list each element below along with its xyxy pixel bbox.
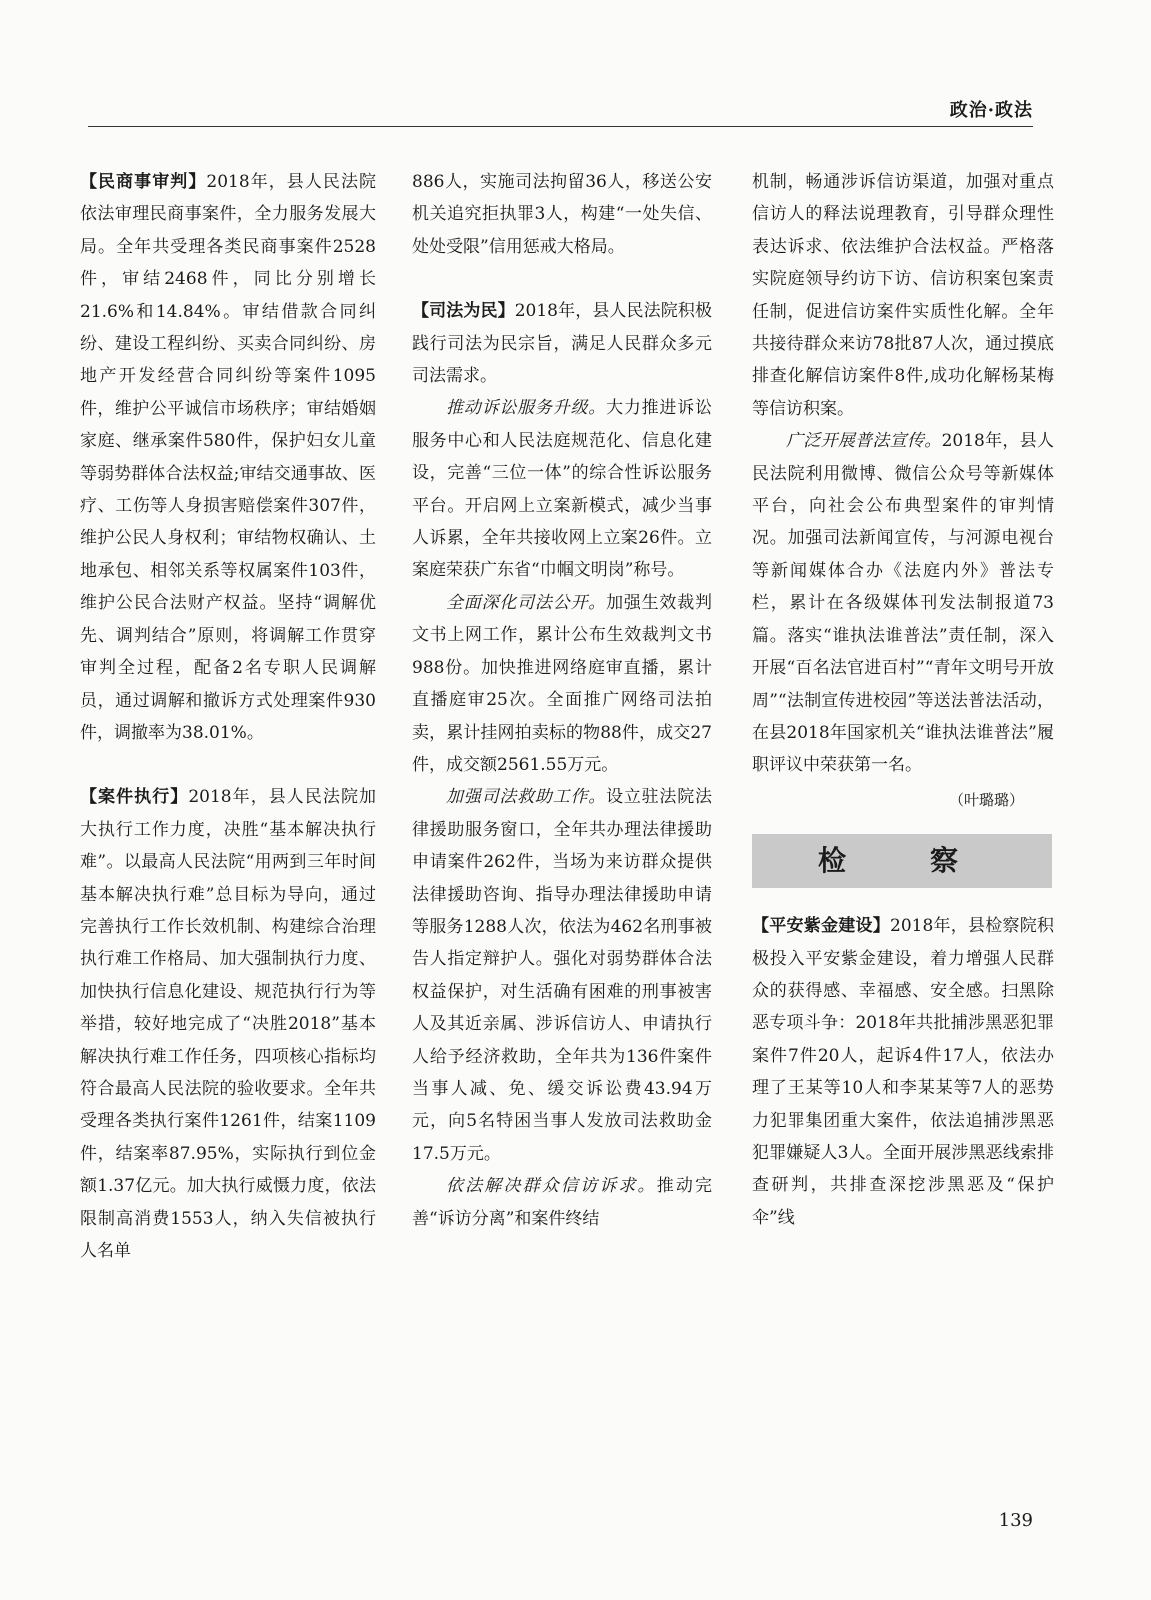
paragraph-safe-zijin: [752, 910, 1054, 1234]
paragraph-continued: 886人，实施司法拘留36人，移送公安机关追究拒执罪3人，构建“一处失信、处处受限”信用惩戒大格局。: [412, 172, 712, 257]
subheading-litigation-service: 推动诉讼服务升级。: [446, 398, 607, 419]
column-2: [412, 166, 712, 1235]
column-1: [80, 166, 376, 1267]
subheading-judicial-openness: 全面深化司法公开。: [446, 592, 607, 613]
running-header: 政治·政法: [949, 100, 1033, 121]
page-number: 139: [998, 1510, 1033, 1531]
text-civil-trial: 2018年，县人民法院依法审理民商事案件，全力服务发展大局。全年共受理各类民商事案件2528件，审结2468件，同比分别增长21.6%和14.84%。审结借款合同纠纷、建设工程纠纷、买卖合同纠纷、房地产开发经营合同纠纷等案件1095件，维护公平诚信市场秩序；审结婚姻家庭、继承案件580件，保护妇女儿童等弱势群体合法权益;审结交通事故、医疗、工伤等人身损害赔偿案件307件，维护公民人身权利；审结物权确认、土地承包、相邻关系等权属案件103件，维护公民合法财产权益。坚持“调解优先、调判结合”原则，将调解工作贯穿审判全过程，配备2名专职人民调解员，通过调解和撤诉方式处理案件930件，调撤率为38.01%。: [80, 172, 377, 743]
subheading-judicial-aid: 加强司法救助工作。: [446, 787, 607, 808]
paragraph-justice-for-people: [412, 295, 712, 392]
text-judicial-openness: 加强生效裁判文书上网工作，累计公布生效裁判文书988份。加快推进网络庭审直播，累计直播庭审25次。全面推广网络司法拍卖，累计挂网拍卖标的物88件，成交27件，成交额2561.55万元。: [412, 592, 713, 775]
heading-civil-trial: 【民商事审判】: [80, 172, 207, 192]
paragraph-continued-petitions: 机制，畅通涉诉信访渠道，加强对重点信访人的释法说理教育，引导群众理性表达诉求、依法维护合法权益。严格落实院庭领导约访下访、信访积案包案责任制，促进信访案件实质性化解。全年共接待群众来访78批87人次，通过摸底排查化解信访案件8件,成功化解杨某梅等信访积案。: [752, 172, 1054, 419]
text-legal-publicity: 2018年，县人民法院利用微博、微信公众号等新媒体平台，向社会公布典型案件的审判情况。加强司法新闻宣传，与河源电视台等新闻媒体合办《法庭内外》普法专栏，累计在各级媒体刊发法制报道73篇。落实“谁执法谁普法”责任制，深入开展“百名法官进百村”“青年文明号开放周”“法制宣传进校园”等送法普法活动，在县2018年国家机关“谁执法谁普法”履职评议中荣获第一名。: [752, 431, 1055, 776]
paragraph-litigation-service: [412, 392, 712, 586]
text-litigation-service: 大力推进诉讼服务中心和人民法庭规范化、信息化建设，完善“三位一体”的综合性诉讼服务平台。开启网上立案新模式，减少当事人诉累，全年共接收网上立案26件。立案庭荣获广东省“巾帼文明岗”称号。: [412, 398, 713, 581]
paragraph-judicial-openness: [412, 587, 712, 781]
header-rule: [88, 126, 1033, 127]
paragraph-judicial-aid: [412, 781, 712, 1170]
section-title-procuratorate: 检 察: [752, 834, 1052, 888]
author-credit: （叶璐璐）: [948, 790, 1024, 809]
heading-justice-for-people: 【司法为民】: [412, 301, 515, 322]
paragraph-enforcement: [80, 781, 376, 1267]
paragraph-legal-publicity: [752, 425, 1054, 781]
text-judicial-aid: 设立驻法院法律援助服务窗口，全年共办理法律援助申请案件262件，当场为来访群众提供法律援助咨询、指导办理法律援助申请等服务1288人次，依法为462名刑事被告人指定辩护人。强化对弱势群体合法权益保护，对生活确有困难的刑事被害人及其近亲属、涉诉信访人、申请执行人给予经济救助，全年共为136件案件当事人减、免、缓交诉讼费43.94万元，向5名特困当事人发放司法救助金17.5万元。: [412, 787, 713, 1164]
heading-safe-zijin: 【平安紫金建设】: [752, 916, 890, 937]
heading-enforcement: 【案件执行】: [80, 787, 189, 808]
paragraph-petitions: [412, 1170, 712, 1235]
column-3: [752, 166, 1054, 1234]
text-petitions: 推动完善“诉访分离”和案件终结: [412, 1176, 713, 1229]
paragraph-civil-trial: [80, 166, 376, 749]
subheading-petitions: 依法解决群众信访诉求。: [446, 1176, 657, 1197]
text-enforcement: 2018年，县人民法院加大执行工作力度，决胜“基本解决执行难”。以最高人民法院“用两到三年时间基本解决执行难”总目标为导向，通过完善执行工作长效机制、构建综合治理执行难工作格局、加大强制执行力度、加快执行信息化建设、规范执行行为等举措，较好地完成了“决胜2018”基本解决执行难工作任务，四项核心指标均符合最高人民法院的验收要求。全年共受理各类执行案件1261件，结案1109件，结案率87.95%，实际执行到位金额1.37亿元。加大执行威慑力度，依法限制高消费1553人，纳入失信被执行人名单: [80, 787, 377, 1261]
text-justice-for-people: 2018年，县人民法院积极践行司法为民宗旨，满足人民群众多元司法需求。: [412, 301, 713, 387]
subheading-legal-publicity: 广泛开展普法宣传。: [786, 431, 942, 452]
text-safe-zijin: 2018年，县检察院积极投入平安紫金建设，着力增强人民群众的获得感、幸福感、安全感。扫黑除恶专项斗争：2018年共批捕涉黑恶犯罪案件7件20人，起诉4件17人，依法办理了王某等10人和李某某等7人的恶势力犯罪集团重大案件，依法追捕涉黑恶犯罪嫌疑人3人。全面开展涉黑恶线索排查研判，共排查深挖涉黑恶及“保护伞”线: [752, 916, 1055, 1228]
